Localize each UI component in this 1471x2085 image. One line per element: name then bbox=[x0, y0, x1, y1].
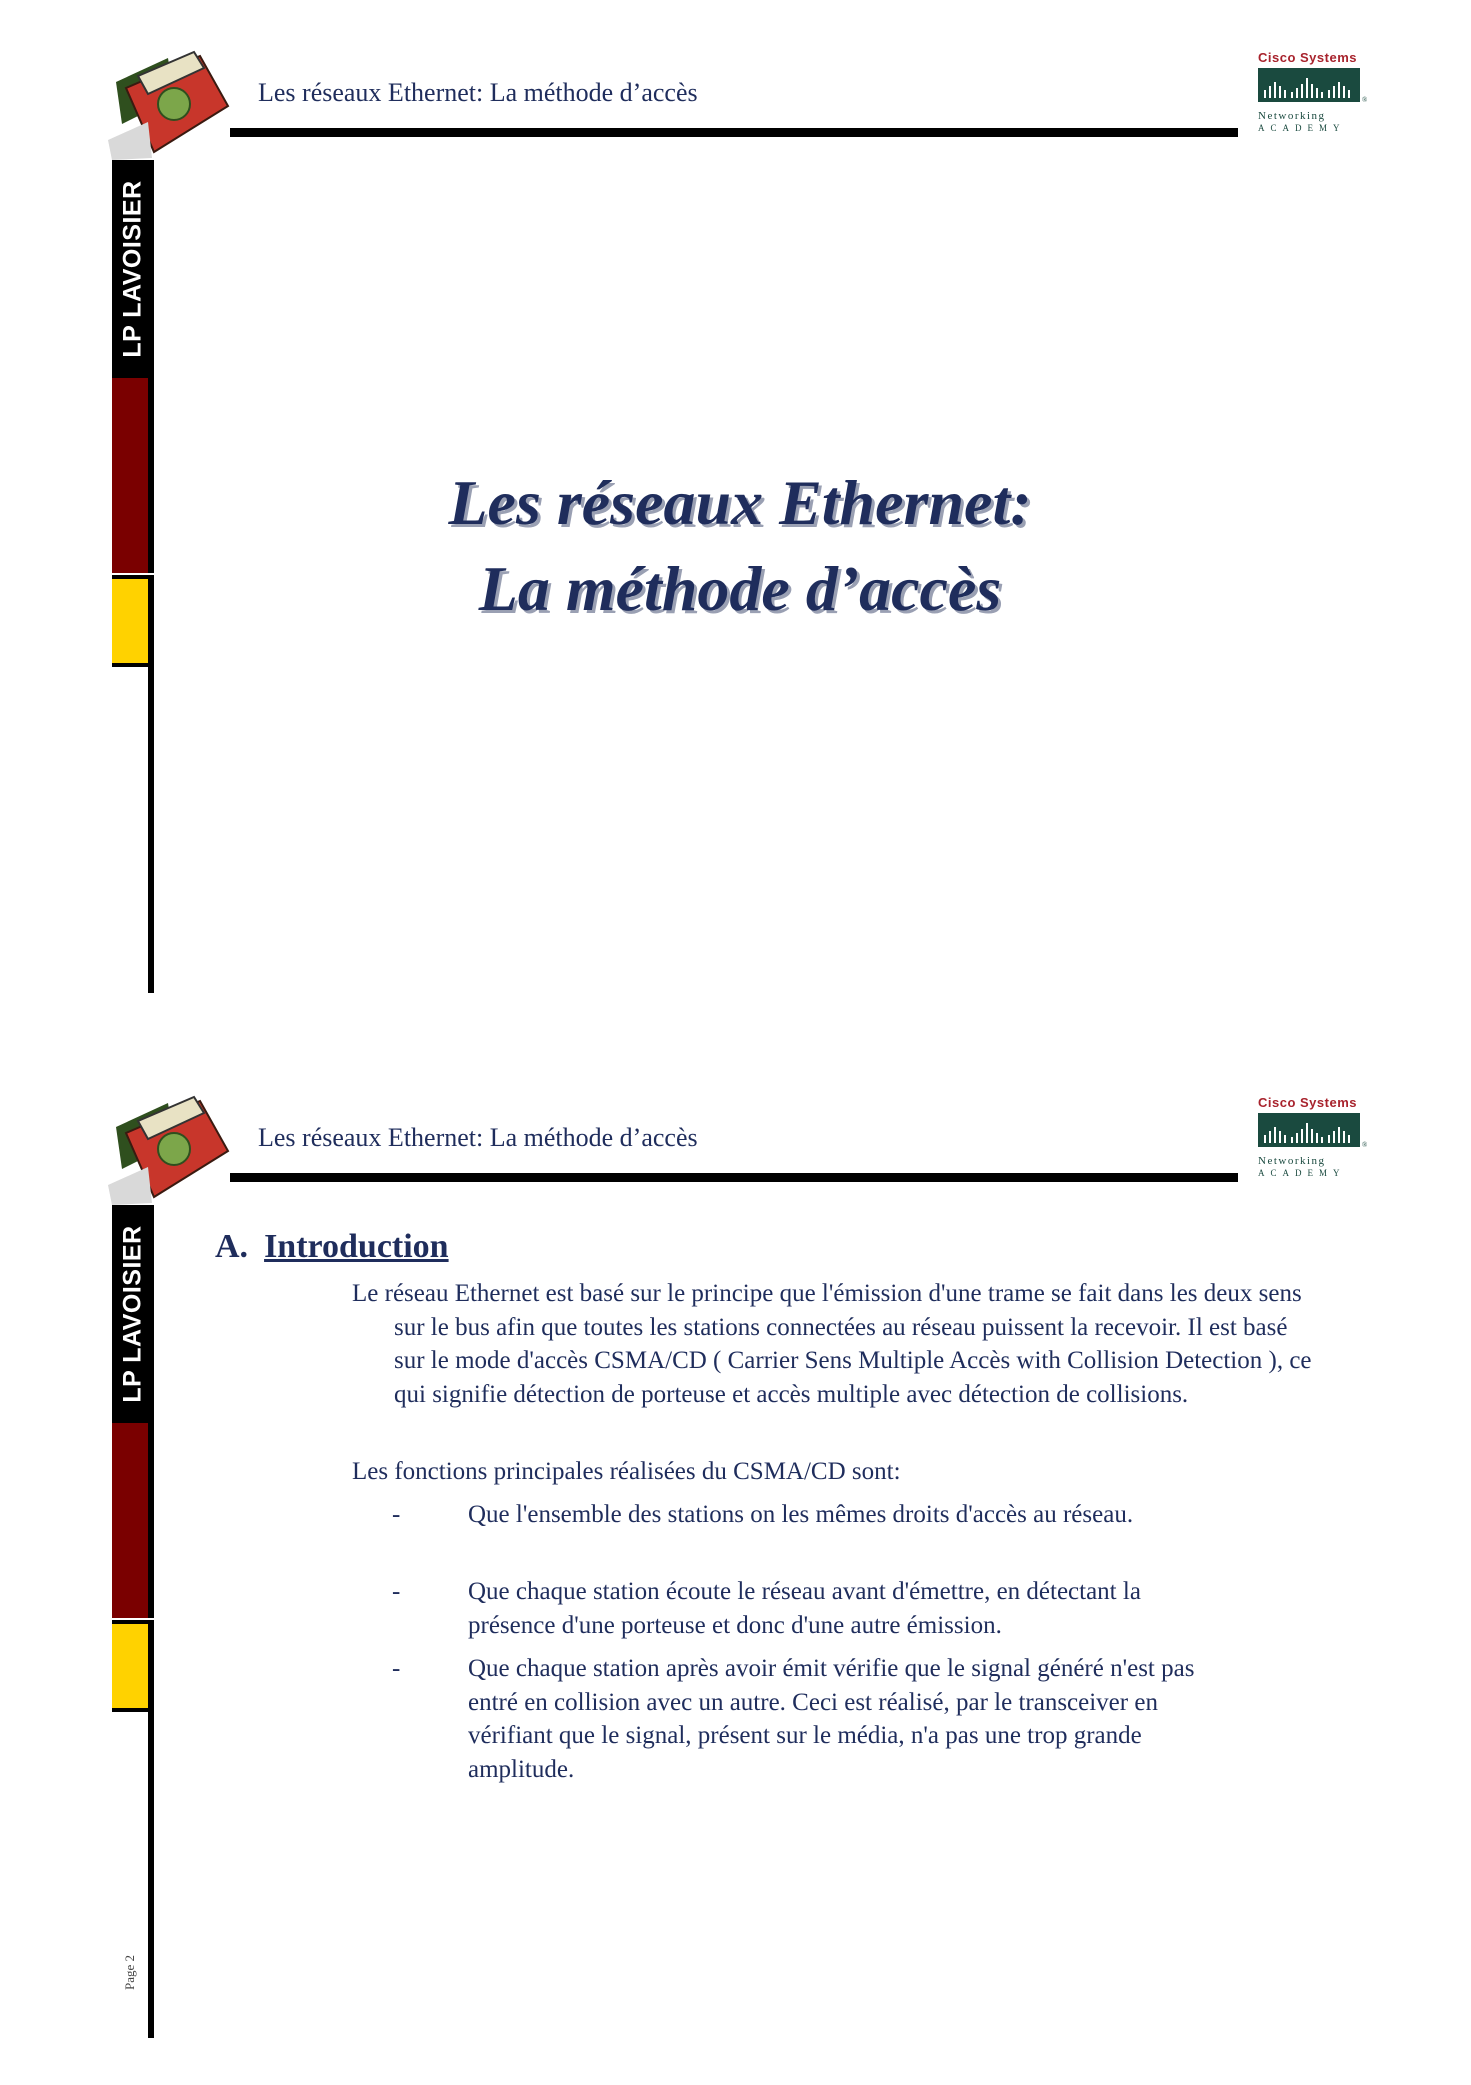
cisco-academy: ACADEMY bbox=[1258, 1168, 1346, 1178]
slide-2 bbox=[0, 1045, 1471, 2085]
slide-title-line-2: La méthode d’accès bbox=[478, 553, 1002, 624]
registered-mark-icon: ® bbox=[1362, 1141, 1368, 1149]
cisco-academy: ACADEMY bbox=[1258, 123, 1346, 133]
sidebar-red-block bbox=[112, 1423, 154, 1618]
functions-intro: Les fonctions principales réalisées du CSMA/CD sont: bbox=[352, 1458, 901, 1485]
section-heading bbox=[215, 1228, 449, 1266]
registered-mark-icon: ® bbox=[1362, 96, 1368, 104]
list-item-text: Que chaque station après avoir émit vérifie que le signal généré n'est pas entré en collision avec un autre. Ceci est réalisé, par le transceiver en vérifiant que le signal, présent sur le média, n'a pas une trop grande amplitude. bbox=[468, 1655, 1195, 1783]
cisco-networking: Networking bbox=[1258, 1155, 1326, 1167]
list-item-text: Que l'ensemble des stations on les mêmes droits d'accès au réseau. bbox=[468, 1501, 1134, 1528]
cisco-logo bbox=[1258, 50, 1378, 136]
slide-title bbox=[240, 460, 1240, 632]
sidebar-label-text: LP LAVOISIER bbox=[118, 1225, 147, 1403]
sidebar-label-text: LP LAVOISIER bbox=[118, 180, 147, 358]
list-dash: - bbox=[392, 1501, 401, 1528]
intro-paragraph: Le réseau Ethernet est basé sur le principe que l'émission d'une trame se fait dans les deux sens sur le bus afin que toutes les stations connectées au réseau puissent la recevoir. Il est basé sur le mode d'accès CSMA/CD ( Carrier Sens Multiple Accès with Collision Detection ), ce qui signifie détection de porteuse et accès multiple avec détection de collisions. bbox=[352, 1280, 1312, 1408]
slide-title-line-1: Les réseaux Ethernet: bbox=[448, 467, 1032, 538]
sidebar-red-block bbox=[112, 378, 154, 573]
list-dash: - bbox=[392, 1578, 401, 1605]
cisco-name: Cisco Systems bbox=[1258, 50, 1357, 65]
sidebar-yellow-block bbox=[112, 575, 154, 667]
cisco-bridge-icon bbox=[1258, 68, 1360, 102]
sidebar-label bbox=[112, 160, 154, 378]
cisco-logo bbox=[1258, 1095, 1378, 1181]
section-title: Introduction bbox=[264, 1228, 449, 1265]
cisco-name: Cisco Systems bbox=[1258, 1095, 1357, 1110]
book-bag-logo-icon bbox=[108, 1093, 236, 1205]
list-dash: - bbox=[392, 1655, 401, 1682]
sidebar-label bbox=[112, 1205, 154, 1423]
section-number: A. bbox=[215, 1228, 249, 1265]
book-bag-logo-icon bbox=[108, 48, 236, 160]
slide-1 bbox=[0, 0, 1471, 1040]
header-divider bbox=[230, 1173, 1238, 1182]
sidebar-yellow-block bbox=[112, 1620, 154, 1712]
header-divider bbox=[230, 128, 1238, 137]
sidebar-line bbox=[148, 1710, 154, 2038]
cisco-networking: Networking bbox=[1258, 110, 1326, 122]
header-title: Les réseaux Ethernet: La méthode d’accès bbox=[258, 1123, 698, 1152]
cisco-bridge-icon bbox=[1258, 1113, 1360, 1147]
list-item-text: Que chaque station écoute le réseau avant d'émettre, en détectant la présence d'une porteuse et donc d'une autre émission. bbox=[468, 1578, 1141, 1639]
page-number: Page 2 bbox=[122, 1954, 137, 1990]
sidebar-line bbox=[148, 665, 154, 993]
header-title: Les réseaux Ethernet: La méthode d’accès bbox=[258, 78, 698, 107]
